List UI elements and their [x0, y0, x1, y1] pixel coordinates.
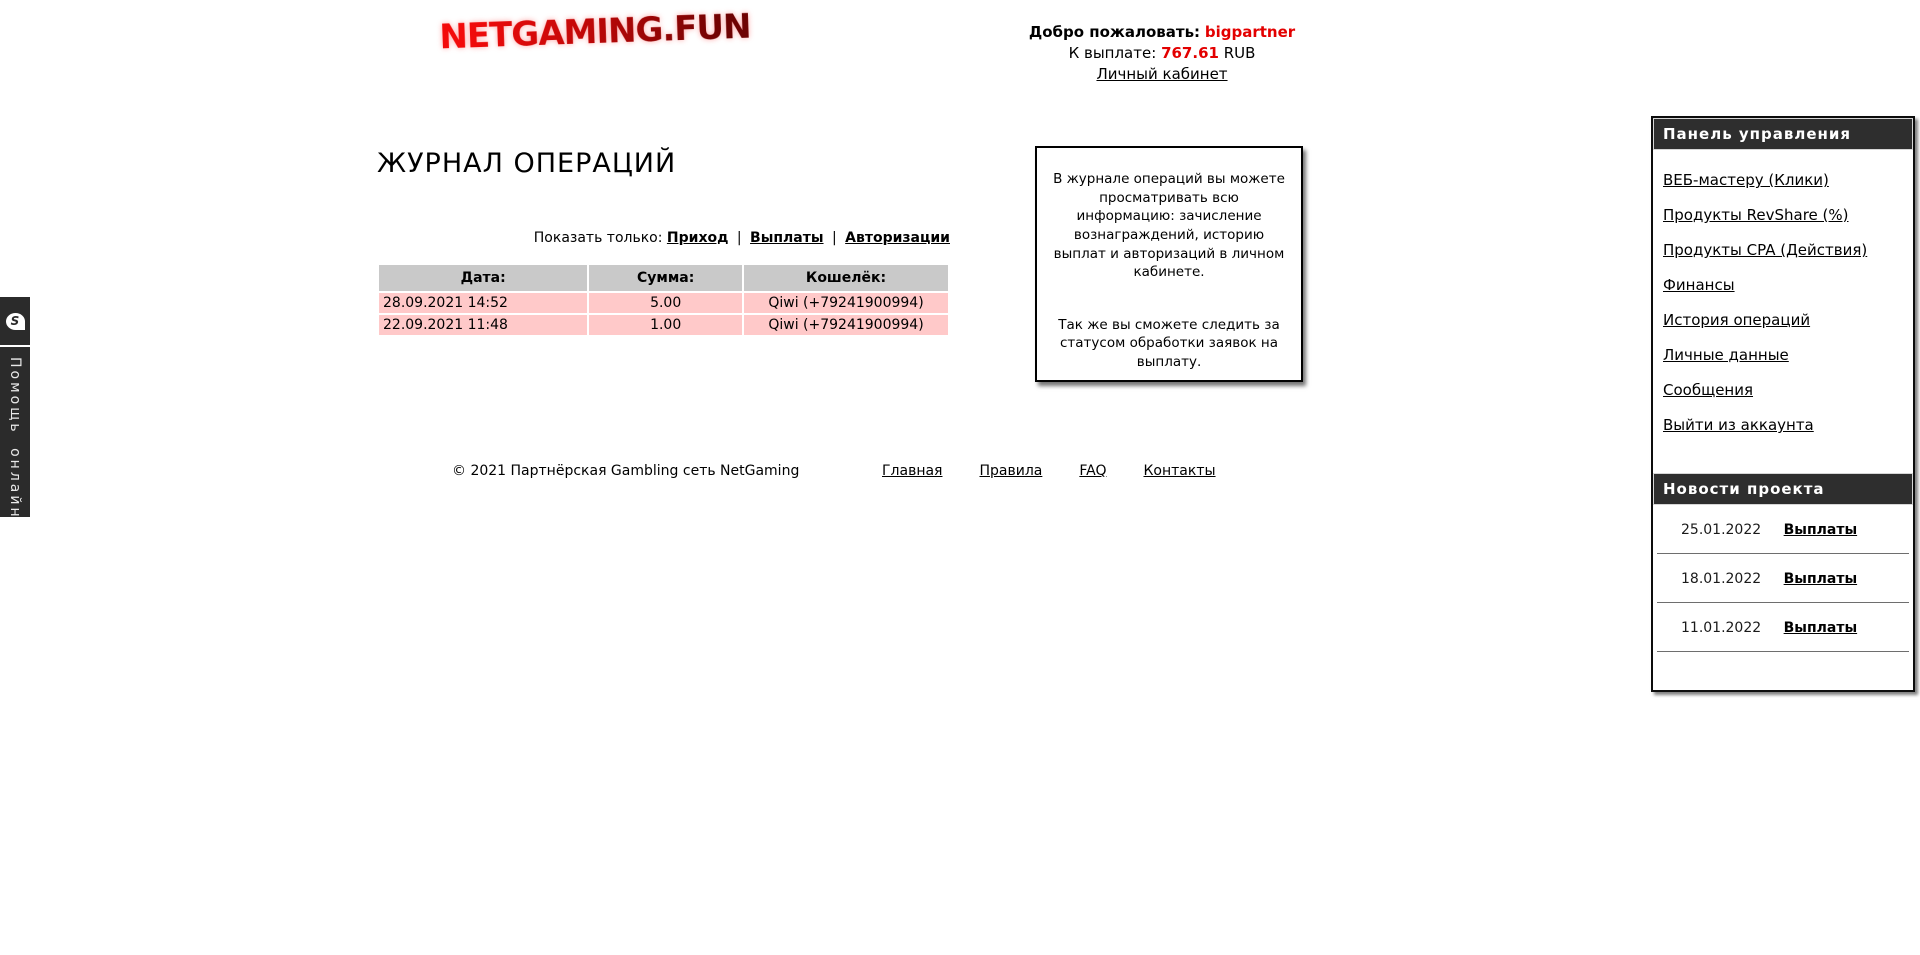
col-header-sum: Сумма:	[589, 265, 742, 291]
payout-currency: RUB	[1223, 44, 1256, 62]
news-item	[1653, 603, 1913, 652]
filter-link-payouts[interactable]: Выплаты	[750, 230, 824, 246]
filter-separator: |	[736, 230, 742, 246]
sidebar-item-finances[interactable]: Финансы	[1663, 276, 1735, 294]
welcome-label: Добро пожаловать:	[1028, 23, 1201, 41]
main-content	[377, 0, 1312, 955]
help-icon-box[interactable]	[0, 297, 30, 345]
filter-link-income[interactable]: Приход	[666, 230, 729, 246]
welcome-line	[1017, 22, 1307, 43]
footer-links	[882, 463, 1216, 479]
online-help-widget[interactable]	[0, 297, 30, 520]
news-divider	[1657, 651, 1909, 652]
table-row	[379, 315, 948, 335]
control-panel-title: Панель управления	[1653, 118, 1913, 150]
chat-bubble-icon	[6, 313, 25, 330]
cell-wallet: Qiwi (+79241900994)	[744, 293, 948, 313]
cell-date: 22.09.2021 11:48	[379, 315, 587, 335]
sidebar-item-webmaster-clicks[interactable]: ВЕБ-мастеру (Клики)	[1663, 171, 1829, 189]
filter-link-authorizations[interactable]: Авторизации	[845, 230, 950, 246]
news-row	[1653, 603, 1913, 636]
personal-cabinet-link[interactable]: Личный кабинет	[1096, 65, 1228, 83]
sidebar-item-operations-history[interactable]: История операций	[1663, 311, 1811, 329]
news-date: 11.01.2022	[1681, 620, 1762, 636]
cell-date: 28.09.2021 14:52	[379, 293, 587, 313]
news-row	[1653, 505, 1913, 538]
control-panel-sidebar	[1651, 116, 1915, 692]
page-title: ЖУРНАЛ ОПЕРАЦИЙ	[377, 148, 677, 179]
col-header-date: Дата:	[379, 265, 587, 291]
sidebar-item-revshare-products[interactable]: Продукты RevShare (%)	[1663, 206, 1849, 224]
sidebar-item-personal-data[interactable]: Личные данные	[1663, 346, 1789, 364]
news-payouts-link[interactable]: Выплаты	[1783, 522, 1858, 538]
help-label-box[interactable]	[0, 347, 30, 520]
cell-wallet: Qiwi (+79241900994)	[744, 315, 948, 335]
operations-table	[377, 263, 950, 337]
sidebar-item-messages[interactable]: Сообщения	[1663, 381, 1754, 399]
news-title: Новости проекта	[1653, 473, 1913, 505]
news-item	[1653, 505, 1913, 554]
footer-link-contacts[interactable]: Контакты	[1143, 463, 1216, 479]
sidebar-item-cpa-products[interactable]: Продукты CPA (Действия)	[1663, 241, 1868, 259]
sidebar-item-logout[interactable]: Выйти из аккаунта	[1663, 416, 1814, 434]
control-panel-links	[1653, 150, 1913, 434]
cell-sum: 5.00	[589, 293, 742, 313]
info-paragraph-1: В журнале операций вы можете просматривать всю информацию: зачисление вознаграждений, историю выплат и авторизаций в личном кабинете.	[1053, 171, 1285, 281]
site-logo[interactable]: NETGAMING.FUN	[434, 6, 755, 57]
chat-bubble-glyph: S	[10, 314, 20, 328]
news-payouts-link[interactable]: Выплаты	[1783, 620, 1858, 636]
info-paragraph-2: Так же вы сможете следить за статусом обработки заявок на выплату.	[1058, 316, 1280, 370]
table-header-row	[379, 265, 948, 291]
welcome-block	[1017, 22, 1307, 85]
copyright-text: © 2021 Партнёрская Gambling сеть NetGaming	[452, 463, 800, 479]
payout-label: К выплате:	[1068, 44, 1157, 62]
footer-link-faq[interactable]: FAQ	[1079, 463, 1107, 479]
help-label: Помощь онлайн	[7, 357, 23, 520]
col-header-wallet: Кошелёк:	[744, 265, 948, 291]
news-date: 25.01.2022	[1681, 522, 1762, 538]
cabinet-line	[1017, 64, 1307, 85]
footer-link-rules[interactable]: Правила	[979, 463, 1043, 479]
cell-sum: 1.00	[589, 315, 742, 335]
news-row	[1653, 554, 1913, 587]
filter-bar	[377, 230, 950, 246]
news-item	[1653, 554, 1913, 603]
username: bigpartner	[1204, 23, 1296, 41]
news-payouts-link[interactable]: Выплаты	[1783, 571, 1858, 587]
info-box	[1035, 146, 1303, 382]
payout-line	[1017, 43, 1307, 64]
footer-link-home[interactable]: Главная	[882, 463, 943, 479]
news-date: 18.01.2022	[1681, 571, 1762, 587]
filter-label: Показать только:	[533, 230, 663, 246]
filter-separator: |	[831, 230, 837, 246]
table-row	[379, 293, 948, 313]
payout-amount: 767.61	[1161, 44, 1219, 62]
